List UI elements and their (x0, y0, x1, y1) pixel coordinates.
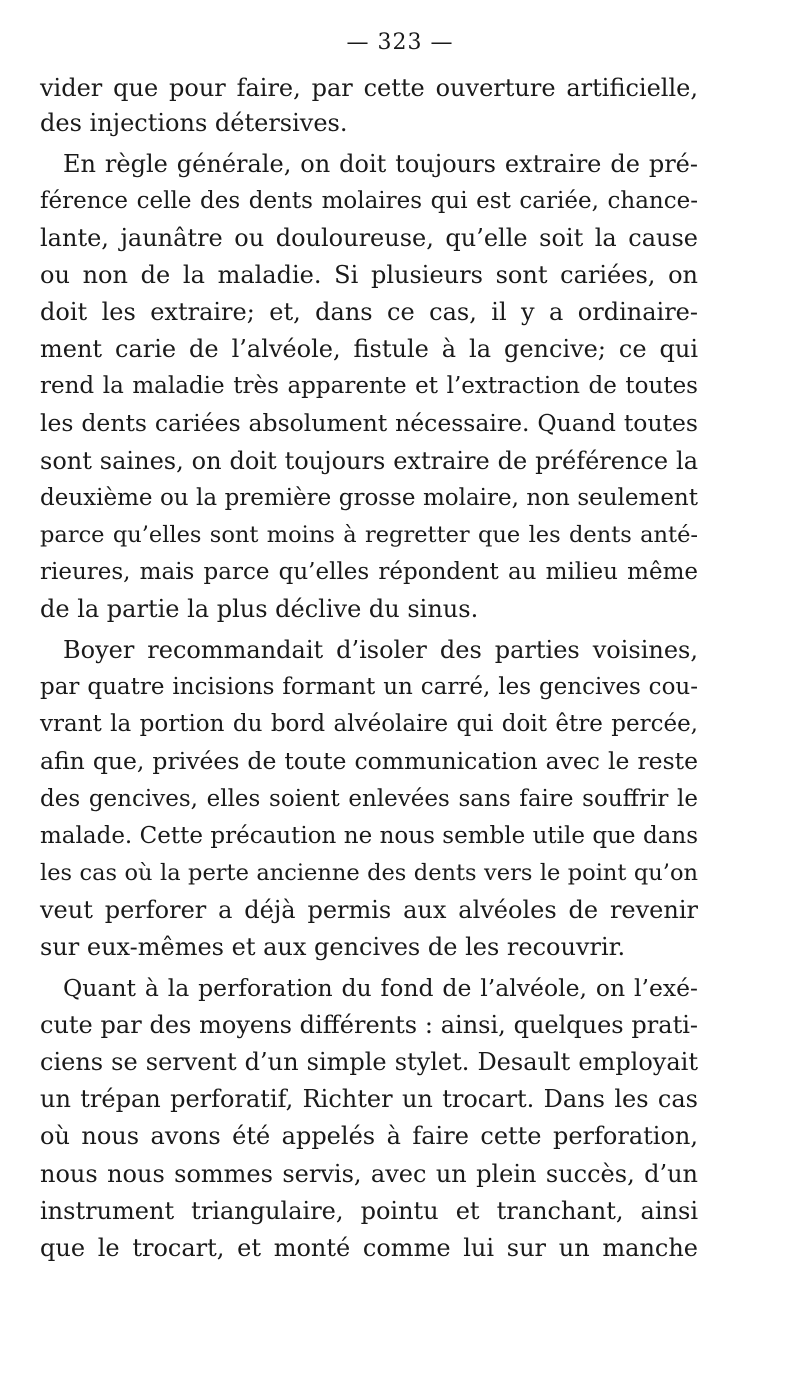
text-line: par quatre incisions formant un carré, les gencives cou- (40, 674, 698, 700)
text-line: doit les extraire; et, dans ce cas, il y a ordinaire- (40, 298, 698, 326)
text-line: nous nous sommes servis, avec un plein succès, d’un (40, 1160, 698, 1188)
page-number: — 323 — (346, 30, 454, 55)
text-line: instrument triangulaire, pointu et tranchant, ainsi (40, 1197, 698, 1225)
text-line: afin que, privées de toute communication avec le reste (40, 747, 698, 775)
text-line: un trépan perforatif, Richter un trocart. Dans les cas (40, 1085, 698, 1113)
text-line: deuxième ou la première grosse molaire, non seulement (40, 485, 698, 511)
paragraph-first-line: Quant à la perforation du fond de l’alvéole, on l’exé- (63, 974, 698, 1002)
text-line: férence celle des dents molaires qui est cariée, chance- (40, 188, 698, 214)
text-line: les cas où la perte ancienne des dents vers le point qu’on (40, 860, 698, 886)
text-line: que le trocart, et monté comme lui sur un manche (40, 1234, 698, 1262)
text-line: vider que pour faire, par cette ouverture artificielle, (40, 74, 698, 102)
paragraph-first-line: Boyer recommandait d’isoler des parties voisines, (63, 636, 698, 664)
text-line: rieures, mais parce qu’elles répondent au milieu même (40, 559, 698, 585)
text-line: sont saines, on doit toujours extraire de préférence la (40, 447, 698, 475)
text-line: ou non de la maladie. Si plusieurs sont cariées, on (40, 261, 698, 289)
text-line: des injections détersives. (40, 109, 348, 137)
text-line: les dents cariées absolument nécessaire. Quand toutes (40, 409, 698, 437)
text-line: vrant la portion du bord alvéolaire qui doit être percée, (40, 711, 698, 737)
text-line: parce qu’elles sont moins à regretter que les dents anté- (40, 522, 698, 548)
text-line: ment carie de l’alvéole, fistule à la gencive; ce qui (40, 335, 698, 363)
text-line: malade. Cette précaution ne nous semble utile que dans (40, 823, 698, 849)
text-line: veut perforer a déjà permis aux alvéoles de revenir (40, 896, 698, 924)
text-line: sur eux-mêmes et aux gencives de les recouvrir. (40, 933, 626, 961)
text-line: cute par des moyens différents : ainsi, quelques prati- (40, 1011, 698, 1039)
text-line: lante, jaunâtre ou douloureuse, qu’elle soit la cause (40, 224, 698, 252)
text-line: où nous avons été appelés à faire cette perforation, (40, 1122, 698, 1150)
text-line: de la partie la plus déclive du sinus. (40, 595, 479, 623)
text-line: rend la maladie très apparente et l’extraction de toutes (40, 373, 698, 399)
paragraph-first-line: En règle générale, on doit toujours extraire de pré- (63, 150, 698, 178)
text-line: des gencives, elles soient enlevées sans faire souffrir le (40, 786, 698, 812)
text-line: ciens se servent d’un simple stylet. Desault employait (40, 1048, 698, 1076)
